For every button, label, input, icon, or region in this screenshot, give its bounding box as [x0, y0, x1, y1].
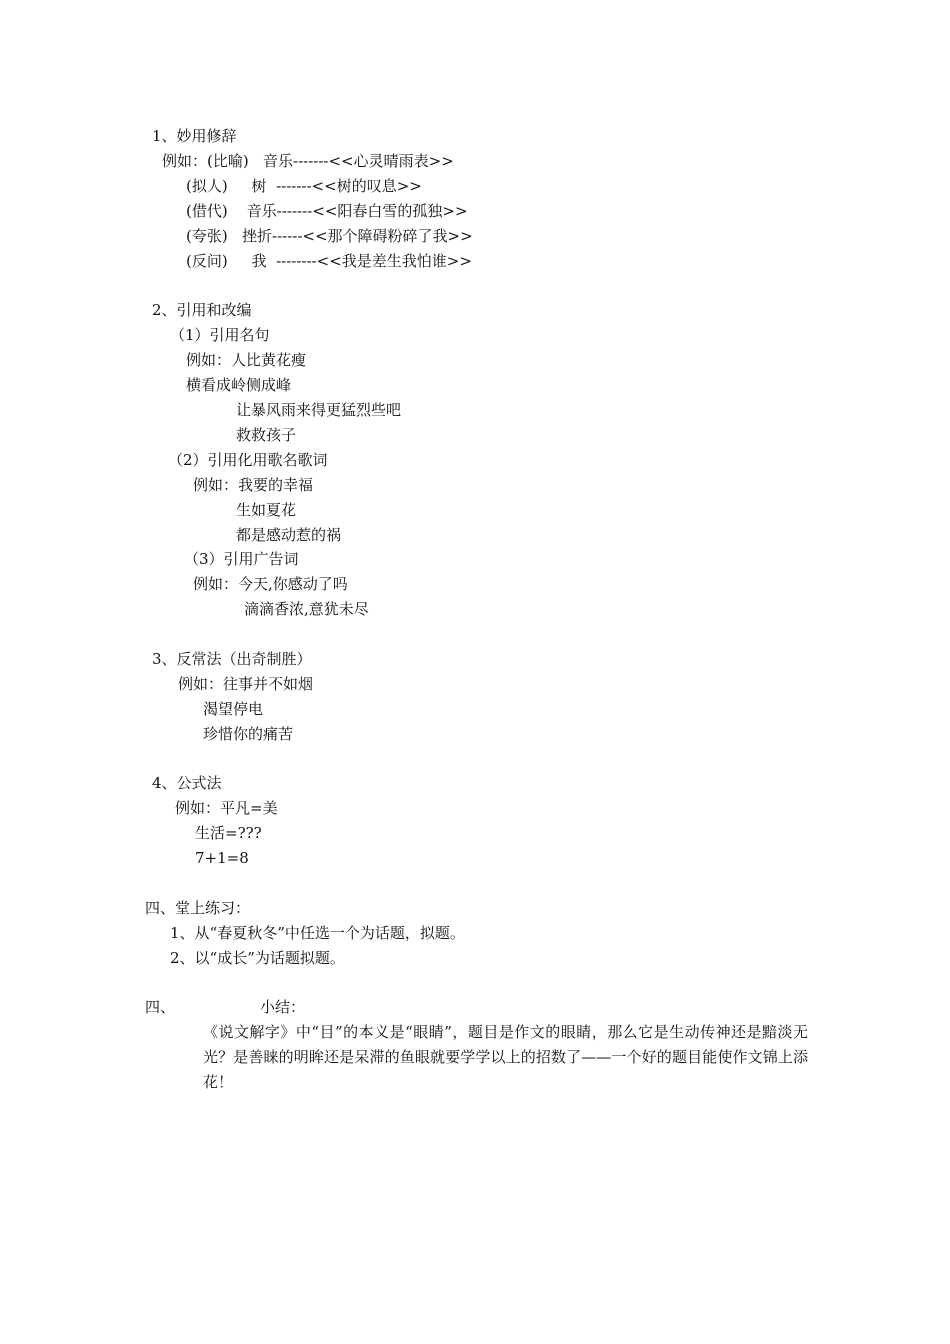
quote-example-line: 救救孩子: [236, 426, 297, 444]
lyrics-example-line: 例如：我要的幸福: [193, 476, 314, 494]
quote-example-line: 例如：人比黄花瘦: [186, 351, 307, 369]
formula-example-line: 例如：平凡=美: [175, 799, 278, 817]
quote-example-line: 横看成岭侧成峰: [186, 376, 292, 394]
subsection-quotes-title: （1）引用名句: [170, 326, 270, 344]
contrarian-example-line: 渴望停电: [203, 700, 264, 718]
rhetoric-example-personification: (拟人) 树 -------<<树的叹息>>: [186, 177, 422, 195]
ads-example-line: 例如：今天,你感动了吗: [193, 575, 348, 593]
summary-paragraph: 《说文解字》中“目”的本义是“眼睛”，题目是作文的眼睛，那么它是生动传神还是黯淡无光？是善睐的明眸还是呆滞的鱼眼就要学学以上的招数了——一个好的题目能使作文锦上添花！: [203, 1023, 808, 1091]
rhetoric-example-rhetorical-question: (反问) 我 --------<<我是差生我怕谁>>: [186, 252, 472, 270]
contrarian-example-line: 例如：往事并不如烟: [178, 675, 314, 693]
section-2-heading: 2、引用和改编: [152, 301, 252, 319]
practice-heading: 四、堂上练习：: [145, 899, 251, 917]
subsection-ads-title: （3）引用广告词: [184, 550, 299, 568]
summary-number: 四、: [145, 998, 176, 1016]
formula-example-line: 7+1=8: [195, 849, 249, 867]
lyrics-example-line: 都是感动惹的祸: [236, 526, 342, 544]
practice-item: 1、从“春夏秋冬”中任选一个为话题，拟题。: [170, 924, 465, 942]
section-4-heading: 4、公式法: [152, 774, 222, 792]
section-3-heading: 3、反常法（出奇制胜）: [152, 650, 312, 668]
rhetoric-example-metaphor: 例如：(比喻) 音乐-------<<心灵晴雨表>>: [162, 152, 454, 170]
quote-example-line: 让暴风雨来得更猛烈些吧: [236, 401, 402, 419]
ads-example-line: 滴滴香浓,意犹未尽: [244, 600, 369, 618]
subsection-lyrics-title: （2）引用化用歌名歌词: [168, 451, 328, 469]
lyrics-example-line: 生如夏花: [236, 501, 297, 519]
rhetoric-example-metonymy: (借代) 音乐-------<<阳春白雪的孤独>>: [186, 202, 468, 220]
rhetoric-example-hyperbole: (夸张) 挫折------<<那个障碍粉碎了我>>: [186, 227, 473, 245]
practice-item: 2、以“成长”为话题拟题。: [170, 949, 345, 967]
formula-example-line: 生活=???: [195, 824, 262, 842]
section-1-heading: 1、妙用修辞: [152, 127, 237, 145]
contrarian-example-line: 珍惜你的痛苦: [203, 725, 294, 743]
summary-title: 小结：: [260, 998, 306, 1016]
